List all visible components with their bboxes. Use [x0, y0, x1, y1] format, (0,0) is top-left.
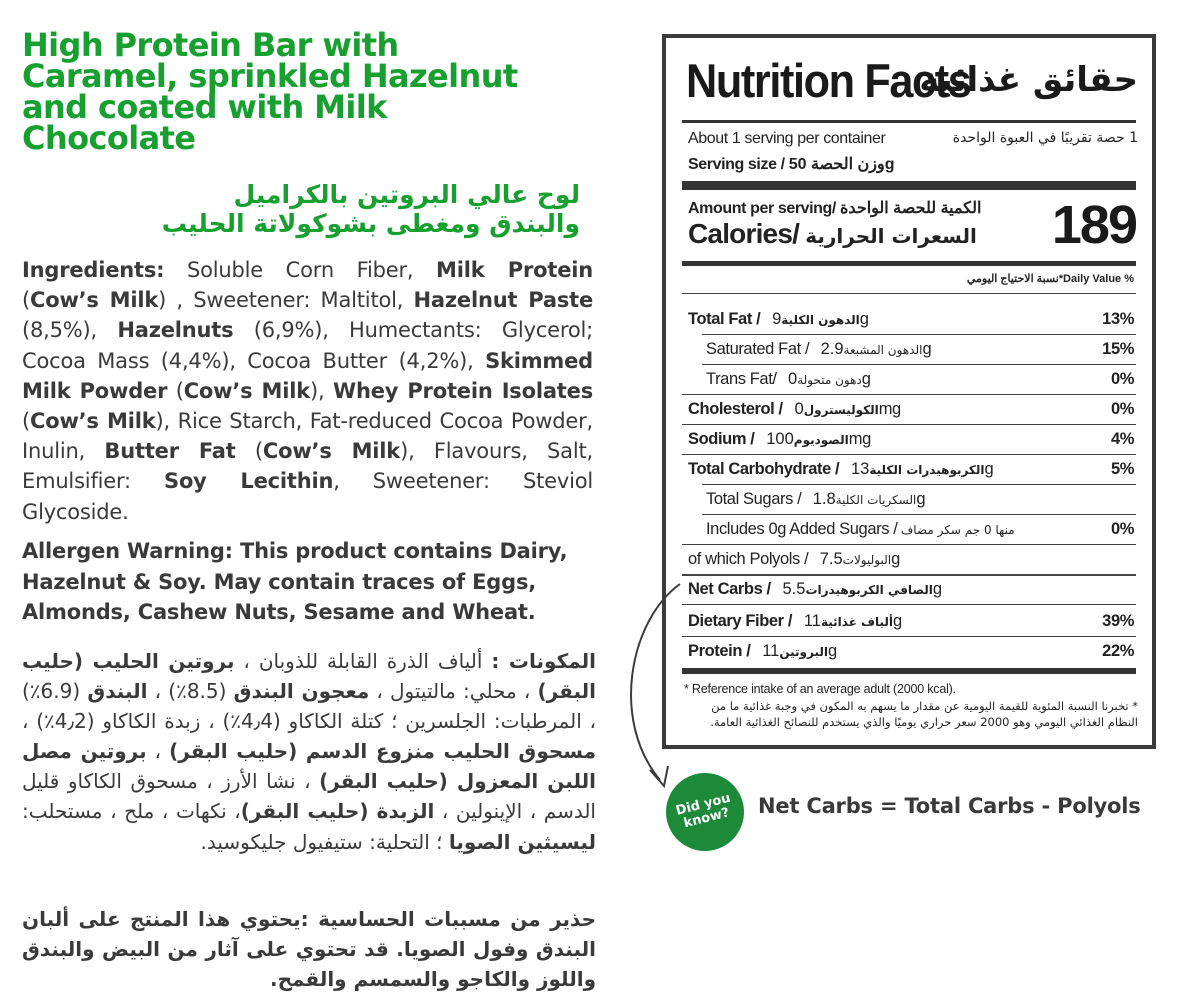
nutrient-row [688, 456, 1134, 484]
ingredient-text-ar: ، محلي: مالتيتول ، [369, 679, 538, 704]
nutrient-amount: 13g [851, 460, 994, 478]
ingredient-text: ), Flavours, Salt, Emulsifier: [22, 439, 593, 494]
nutrient-name-en: Sodium / [688, 430, 755, 448]
nutrient-amount: 5.5g [782, 580, 942, 598]
ingredient-text-ar: (6.9٪) ، المرطبات: الجلسرين ؛ كتلة الكاكاو (4٫4٪) ، زبدة الكاكاو (4٫2٪) ، [22, 679, 597, 734]
nutrient-name-ar: الصوديوم [754, 433, 849, 447]
ingredient-bold: Skimmed Milk Powder [22, 348, 593, 403]
nutrient-name-ar: السكريات الكلية [801, 493, 917, 507]
serving-size: Serving size / وزن الحصة 50g [688, 156, 895, 173]
nutrient-daily-value: 0% [1110, 400, 1134, 418]
row-divider [702, 364, 1136, 365]
allergen-warning-ar: حذير من مسببات الحساسية :يحتوي هذا المنتج على ألبان البندق وفول الصويا. قد تحتوي على آثار من البيض والبندق واللوز والكاجو والسمسم والقمح. [22, 907, 596, 992]
ingredient-bold-ar: الزبدة (حليب البقر) [240, 799, 435, 824]
ingredient-text: ( [22, 409, 30, 434]
ingredient-text: ), [310, 378, 333, 403]
ingredient-text-ar: (8.5٪) ، [147, 679, 234, 704]
servings-per-container-ar: 1 حصة تقريبًا في العبوة الواحدة [952, 130, 1138, 146]
nutrient-name-en: Saturated Fat / [706, 340, 810, 358]
thick-divider [682, 668, 1136, 674]
nutrient-name-ar: الصافي الكربوهيدرات [770, 583, 933, 597]
nutrient-daily-value: 0% [1110, 370, 1134, 388]
calories-label-ar: السعرات الحرارية [799, 224, 977, 248]
ingredient-bold: Cow’s Milk [183, 378, 311, 403]
nutrition-title-ar: حقائق غذائية [919, 60, 1138, 100]
nutrient-name-ar: البوليولات [808, 553, 892, 567]
calories-label [688, 218, 977, 250]
nutrient-amount: 9g [772, 310, 869, 328]
nutrient-name-ar: الدهون الكلية [760, 313, 860, 327]
ingredient-bold: Cow’s Milk [30, 409, 156, 434]
nutrient-row [688, 366, 1134, 394]
ingredient-text-ar: ، [146, 739, 170, 764]
daily-value-header: نسبة الاحتياج اليومي*Daily Value % [966, 273, 1134, 285]
nutrient-label [688, 642, 837, 661]
nutrient-name-en: Cholesterol / [688, 400, 783, 418]
nutrient-row [688, 426, 1134, 454]
nutrient-label [688, 460, 993, 479]
ingredient-text: ( [167, 378, 184, 403]
row-divider [682, 454, 1136, 455]
row-divider [682, 424, 1136, 425]
ingredient-bold-ar: بروتين الحليب (حليب البقر) [22, 649, 597, 704]
ingredient-text: ) , Sweetener: Maltitol, [158, 288, 414, 313]
nutrient-amount: 11g [803, 612, 902, 630]
ingredient-bold: Cow’s Milk [30, 288, 159, 313]
nutrition-title: Nutrition Facts [686, 54, 971, 107]
ingredient-bold: Milk Protein [436, 258, 593, 282]
row-divider [702, 334, 1136, 335]
nutrient-label [706, 340, 931, 359]
nutrient-daily-value: 13% [1102, 310, 1134, 328]
nutrient-label [688, 430, 871, 449]
nutrient-row [688, 486, 1134, 514]
nutrient-name-en: Net Carbs / [688, 580, 771, 598]
ingredient-bold-ar: معجون البندق [233, 679, 370, 704]
ingredient-text-ar: ألياف الذرة القابلة للذوبان ، [234, 649, 492, 673]
footnote-ar: * تخبرنا النسبة المئوية للقيمة اليومية عن مقدار ما يسهم به المكون في وجبة غذائية ما من النظام الغذائي اليومي وهو 2000 سعر حراري يوميًا والذي يستخدم للنصائح الغذائية العامة. [710, 699, 1138, 729]
servings-per-container: About 1 serving per container [688, 130, 886, 147]
product-title-en: High Protein Bar with Caramel, sprinkled Hazelnut and coated with Milk Chocolate [22, 26, 518, 157]
footnote-en: * Reference intake of an average adult (2000 kcal). [684, 682, 956, 696]
ingredient-text: ( [22, 288, 30, 313]
ingredient-text-ar: ، نشا الأرز ، مسحوق الكاكاو قليل الدسم ، الإينولين ، [22, 769, 596, 824]
ingredient-bold: Soy Lecithin [164, 469, 334, 494]
nutrient-label [706, 520, 1023, 539]
nutrient-name-ar: البروتين [750, 645, 828, 659]
nutrient-name-en: Total Carbohydrate / [688, 460, 840, 478]
nutrient-name-en: Trans Fat/ [706, 370, 777, 388]
nutrient-amount: 100mg [766, 430, 871, 448]
product-title-ar-line2: والبندق ومغطى بشوكولاتة الحليب [161, 209, 580, 238]
nutrient-amount: 11g [762, 642, 837, 660]
amount-per-serving: Amount per serving/ الكمية للحصة الواحدة [688, 200, 982, 217]
nutrient-row [688, 638, 1134, 666]
ingredient-text: ( [235, 439, 263, 464]
nutrient-amount: 1.8g [812, 490, 926, 508]
divider [682, 293, 1136, 294]
ingredient-bold: Hazelnuts [117, 318, 234, 343]
row-divider [702, 484, 1136, 485]
ingredients-en [22, 255, 593, 527]
row-divider [682, 544, 1136, 545]
thick-divider [682, 181, 1136, 190]
did-you-know-badge: Did you know? [658, 765, 753, 860]
nutrient-row [688, 336, 1134, 364]
nutrient-name-en: Total Sugars / [706, 490, 802, 508]
nutrient-label [688, 550, 900, 569]
nutrient-row [688, 576, 1134, 604]
nutrient-name-ar: الكوليسترول [782, 403, 879, 417]
row-divider [682, 604, 1136, 605]
nutrient-name-en: of which Polyols / [688, 550, 809, 568]
nutrient-daily-value: 15% [1102, 340, 1134, 358]
nutrient-row [688, 306, 1134, 334]
nutrient-daily-value: 39% [1102, 612, 1134, 630]
product-title-ar [20, 180, 580, 238]
ingredient-bold-ar: البندق [87, 679, 148, 704]
nutrition-facts-panel [662, 34, 1156, 749]
nutrient-row [688, 546, 1134, 574]
nutrient-name-ar: ألياف غذائية [792, 615, 894, 629]
nutrient-label [706, 490, 925, 509]
nutrient-daily-value: 0% [1110, 520, 1134, 538]
ingredient-bold: Cow’s Milk [262, 439, 401, 464]
medium-divider [682, 261, 1136, 266]
nutrient-name-en: Dietary Fiber / [688, 612, 793, 630]
allergen-warning-en: Allergen Warning: This product contains Dairy, Hazelnut & Soy. May contain traces of Eggs, Almonds, Cashew Nuts, Sesame and Wheat. [22, 539, 568, 624]
net-carbs-formula: Net Carbs = Total Carbs - Polyols [758, 794, 1141, 818]
row-divider [682, 636, 1136, 637]
nutrient-name-ar: منها 0 جم سكر مضاف [897, 523, 1015, 537]
nutrient-row [688, 396, 1134, 424]
ingredient-bold: Butter Fat [104, 439, 236, 464]
nutrient-label [688, 400, 901, 419]
nutrient-name-en: Total Fat / [688, 310, 761, 328]
ingredient-text-ar: ، نكهات ، ملح ، مستحلب: [22, 799, 241, 824]
ingredient-text: (8,5%), [22, 318, 118, 343]
ingredients-label: Ingredients: [22, 258, 165, 282]
product-title-ar-line1: لوح عالي البروتين بالكراميل [233, 180, 580, 209]
row-divider [702, 514, 1136, 515]
ingredient-text: , Sweetener: Steviol Glycoside. [22, 469, 593, 524]
nutrient-row [688, 516, 1134, 544]
nutrient-label [688, 612, 902, 631]
calories-label-en: Calories/ [688, 218, 800, 249]
ingredient-bold: Whey Protein Isolates [333, 378, 593, 403]
ingredient-bold: Hazelnut Paste [413, 288, 594, 313]
nutrient-name-ar: دهون متحولة [776, 373, 862, 387]
nutrient-name-ar: الدهون المشبعة [809, 343, 923, 357]
ingredient-text-ar: ؛ التحلية: ستيفيول جليكوسيد. [200, 829, 449, 854]
nutrient-amount: 0mg [794, 400, 901, 418]
nutrient-daily-value: 22% [1102, 642, 1134, 660]
ingredient-text: (6,9%), Humectants: Glycerol; Cocoa Mass (4,4%), Cocoa Butter (4,2%), [22, 318, 593, 373]
ingredient-bold-ar: مسحوق الحليب منزوع الدسم (حليب البقر) [169, 739, 596, 764]
ingredient-text: ), Rice Starch, Fat-reduced Cocoa Powder, Inulin, [22, 409, 594, 464]
calories-value: 189 [1051, 195, 1136, 255]
ingredient-bold-ar: ليسيثين الصويا [448, 829, 596, 854]
ingredients-label-ar: المكونات : [491, 649, 596, 673]
nutrient-name-ar: الكربوهيدرات الكلية [839, 463, 985, 477]
divider [682, 120, 1136, 123]
ingredients-ar [22, 646, 596, 857]
nutrient-daily-value: 4% [1110, 430, 1134, 448]
nutrient-label [688, 310, 869, 329]
nutrient-amount: 0g [788, 370, 871, 388]
nutrient-name-en: Includes 0g Added Sugars / [706, 520, 898, 538]
nutrient-label [706, 370, 871, 389]
nutrient-name-en: Protein / [688, 642, 751, 660]
row-divider [682, 394, 1136, 395]
ingredient-text: Soluble Corn Fiber, [164, 258, 437, 282]
nutrient-amount: 2.9g [820, 340, 932, 358]
ingredient-bold-ar: بروتين مصل اللبن المعزول (حليب البقر) [22, 739, 596, 794]
nutrient-row [688, 608, 1134, 636]
nutrient-amount: 7.5g [819, 550, 900, 568]
nutrient-label [688, 580, 942, 599]
nutrient-daily-value: 5% [1110, 460, 1134, 478]
